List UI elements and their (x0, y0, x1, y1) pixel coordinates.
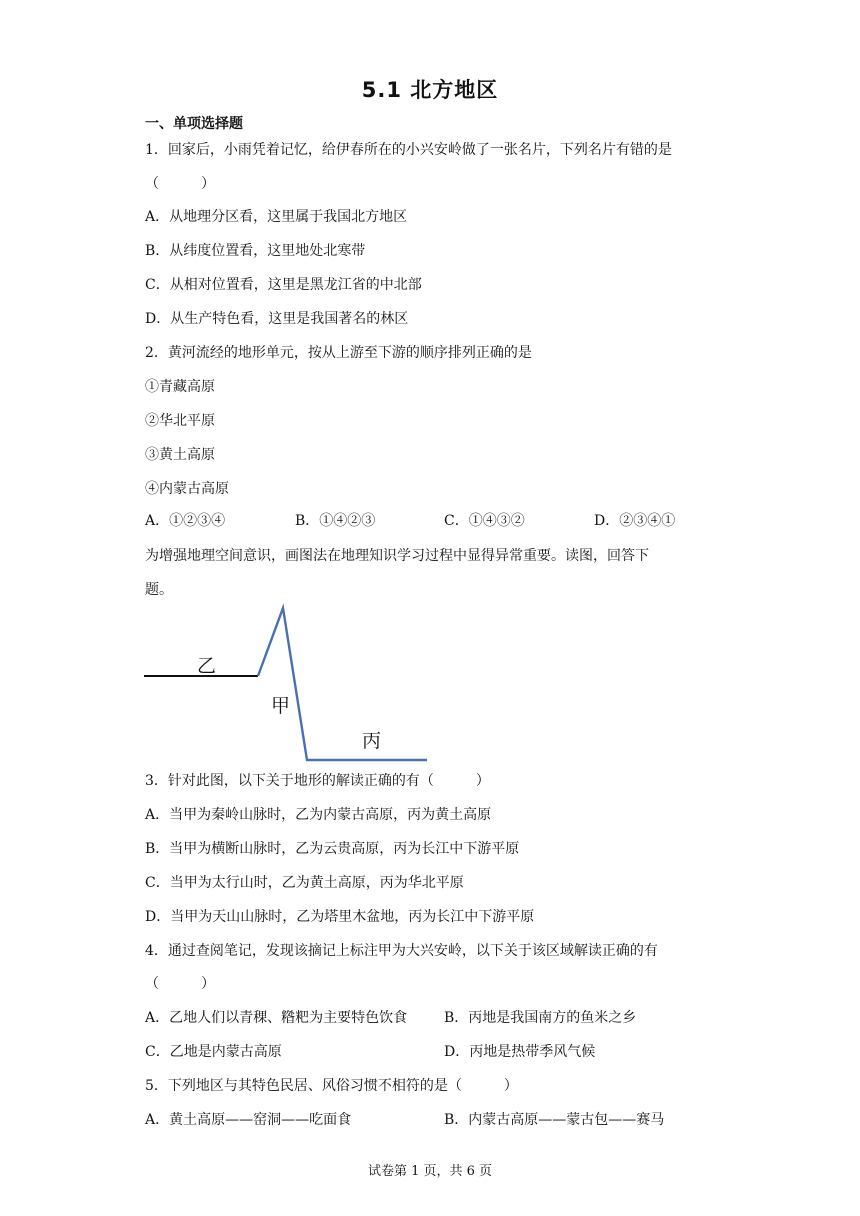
q2-item-3: ③黄土高原 (145, 447, 215, 463)
q4-option-a: A．乙地人们以青稞、糌粑为主要特色饮食 (145, 1010, 408, 1026)
q4-stem: 4．通过查阅笔记，发现该摘记上标注甲为大兴安岭，以下关于该区域解读正确的有 (145, 943, 658, 959)
q4-option-c: C．乙地是内蒙古高原 (145, 1044, 282, 1060)
q5-stem: 5．下列地区与其特色民居、风俗习惯不相符的是（ ） (145, 1078, 518, 1094)
q2-stem: 2．黄河流经的地形单元，按从上游至下游的顺序排列正确的是 (145, 345, 532, 361)
q4-paren: （ ） (145, 976, 215, 992)
page-footer: 试卷第 1 页，共 6 页 (367, 1164, 493, 1179)
intro-line-1: 为增强地理空间意识，画图法在地理知识学习过程中显得异常重要。读图，回答下 (145, 548, 649, 564)
label-jia: 甲 (271, 695, 291, 717)
q4-option-d: D．丙地是热带季风气候 (444, 1044, 596, 1060)
q1-stem: 1．回家后，小雨凭着记忆，给伊春所在的小兴安岭做了一张名片，下列名片有错的是 (145, 142, 672, 158)
q1-paren: （ ） (145, 176, 215, 192)
q4-option-b: B．丙地是我国南方的鱼米之乡 (444, 1010, 637, 1026)
q1-option-b: B．从纬度位置看，这里地处北寒带 (145, 243, 366, 259)
q2-option-a: A．①②③④ (145, 513, 226, 529)
q2-item-4: ④内蒙古高原 (145, 481, 229, 497)
q1-option-d: D．从生产特色看，这里是我国著名的林区 (145, 311, 409, 327)
q3-option-b: B．当甲为横断山脉时，乙为云贵高原，丙为长江中下游平原 (145, 841, 520, 857)
label-bing: 丙 (362, 730, 382, 752)
q2-item-2: ②华北平原 (145, 413, 215, 429)
q5-option-b: B．内蒙古高原——蒙古包——赛马 (444, 1112, 665, 1128)
q5-option-a: A．黄土高原——窑洞——吃面食 (145, 1112, 352, 1128)
terrain-profile-line (258, 608, 427, 760)
q1-option-a: A．从地理分区看，这里属于我国北方地区 (145, 209, 408, 225)
terrain-profile-diagram (140, 600, 440, 770)
label-yi: 乙 (197, 655, 217, 677)
q2-option-b: B．①④②③ (295, 513, 376, 529)
q1-option-c: C．从相对位置看，这里是黑龙江省的中北部 (145, 277, 422, 293)
section-title: 一、单项选择题 (145, 116, 243, 132)
intro-line-2: 题。 (145, 582, 173, 598)
q2-option-d: D．②③④① (594, 513, 676, 529)
q3-stem: 3．针对此图，以下关于地形的解读正确的有（ ） (145, 773, 490, 789)
q3-option-a: A．当甲为秦岭山脉时，乙为内蒙古高原，丙为黄土高原 (145, 807, 492, 823)
q3-option-d: D．当甲为天山山脉时，乙为塔里木盆地，丙为长江中下游平原 (145, 909, 535, 925)
q2-item-1: ①青藏高原 (145, 379, 215, 395)
page-title: 5.1 北方地区 (361, 78, 499, 102)
q3-option-c: C．当甲为太行山时，乙为黄土高原，丙为华北平原 (145, 875, 464, 891)
q2-option-c: C．①④③② (444, 513, 525, 529)
